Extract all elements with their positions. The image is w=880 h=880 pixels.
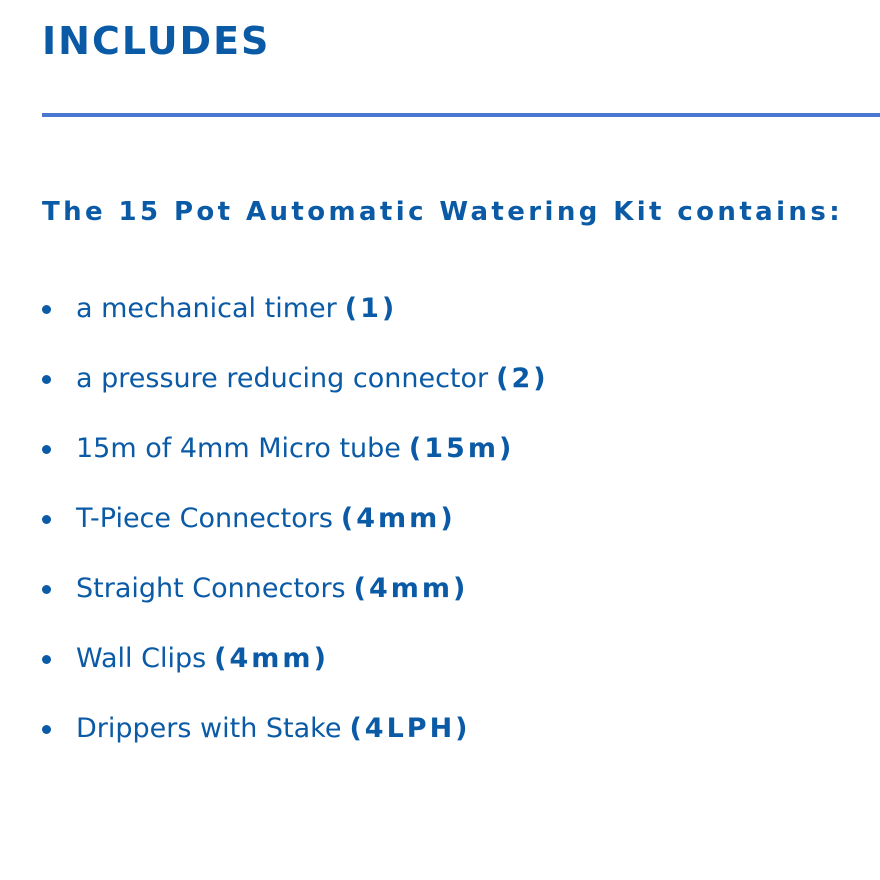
item-quantity: (4mm) — [340, 503, 456, 534]
item-label: Straight Connectors — [76, 573, 346, 604]
bullet-icon — [42, 445, 51, 454]
item-description — [76, 569, 468, 609]
bullet-icon — [42, 305, 51, 314]
item-quantity: (4LPH) — [349, 713, 471, 744]
item-description — [76, 429, 514, 469]
heading-divider — [42, 113, 880, 117]
item-description — [76, 709, 471, 749]
bullet-icon — [42, 515, 51, 524]
item-label: T-Piece Connectors — [76, 503, 333, 534]
bullet-icon — [42, 655, 51, 664]
bullet-icon — [42, 585, 51, 594]
item-quantity: (4mm) — [214, 643, 329, 674]
item-label: Wall Clips — [76, 643, 207, 674]
item-label: a mechanical timer — [76, 293, 337, 324]
bullet-icon — [42, 725, 51, 734]
kit-contents-subheading: The 15 Pot Automatic Watering Kit contains: — [42, 197, 843, 227]
item-quantity: (2) — [496, 363, 549, 394]
page-heading: INCLUDES — [42, 19, 271, 63]
item-description — [76, 359, 549, 399]
item-description — [76, 499, 456, 539]
item-label: Drippers with Stake — [76, 713, 342, 744]
bullet-icon — [42, 375, 51, 384]
item-quantity: (4mm) — [353, 573, 469, 604]
item-description — [76, 289, 397, 329]
item-label: a pressure reducing connector — [76, 363, 489, 394]
item-quantity: (1) — [344, 293, 398, 324]
item-quantity: (15m) — [408, 433, 515, 464]
item-label: 15m of 4mm Micro tube — [76, 433, 401, 464]
item-description — [76, 639, 329, 679]
